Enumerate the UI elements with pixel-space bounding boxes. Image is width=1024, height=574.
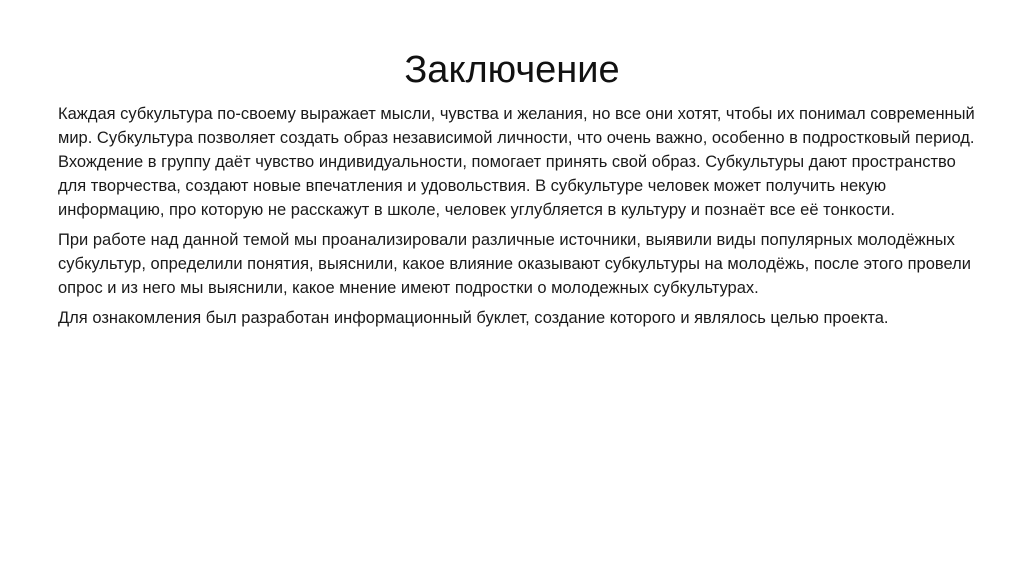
paragraph-2: При работе над данной темой мы проанализировали различные источники, выявили виды популярных молодёжных субкультур, определили понятия, выяснили, какое влияние оказывают субкультуры на молодёжь, после этого провели опрос и из него мы выяснили, какое мнение имеют подростки о молодежных субкультурах. (58, 231, 971, 297)
paragraph-3: Для ознакомления был разработан информационный буклет, создание которого и являлось целью проекта. (58, 309, 889, 327)
paragraph-1: Каждая субкультура по-своему выражает мысли, чувства и желания, но все они хотят, чтобы их понимал современный мир. Субкультура позволяет создать образ независимой личности, что очень важно, особенно в подростковый период. Вхождение в группу даёт чувство индивидуальности, помогает принять свой образ. Субкультуры дают пространство для творчества, создают новые впечатления и удовольствия. В субкультуре человек может получить некую информацию, про которую не расскажут в школе, человек углубляется в культуру и познаёт все её тонкости. (58, 105, 975, 219)
slide-title: Заключение (404, 49, 620, 91)
slide-body (58, 102, 978, 336)
